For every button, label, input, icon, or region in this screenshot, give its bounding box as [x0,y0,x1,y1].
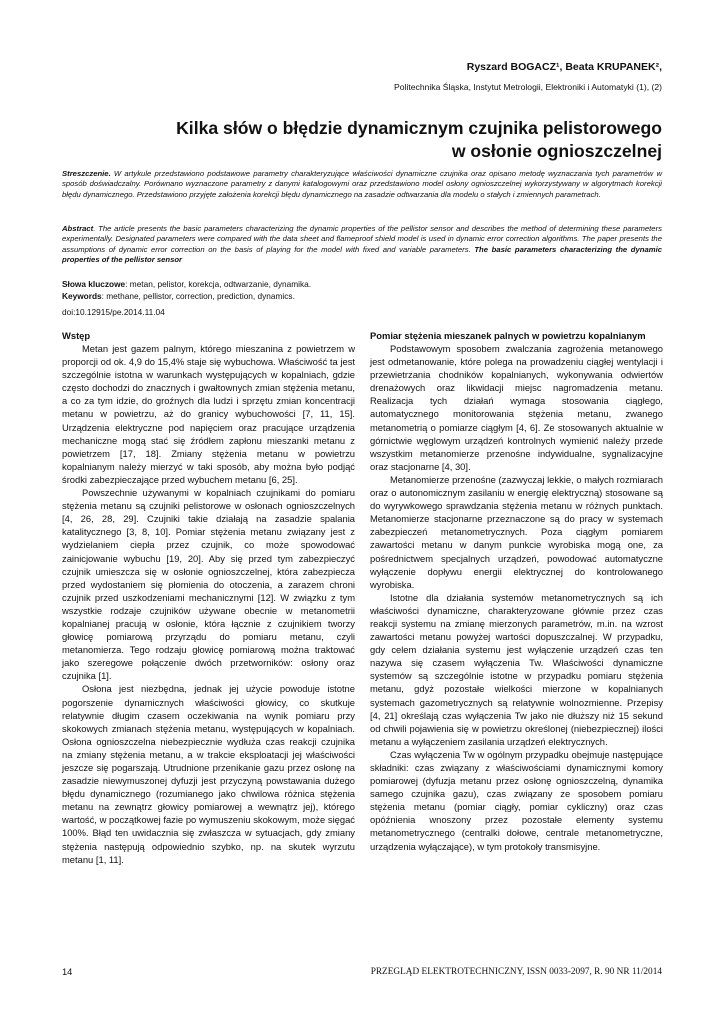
paragraph: Osłona jest niezbędna, jednak jej użycie powoduje istotne pogorszenie dynamicznych właściwości głowicy, co skutkuje relatywnie długim czasem oczekiwania na wynik pomiaru przy skokowych zmianach stężenia metanu, występujących w kopalniach. Osłona ognioszczelna niebezpiecznie wydłuża czas reakcji czujnika na zmiany stężenia metanu, a w trakcie eksploatacji jej właściwości jeszcze się pogarszają. Utrudnione przenikanie gazu przez osłonę na zasadzie niewymuszonej dyfuzji jest przyczyną powstawania dużego błędu dynamicznego (rozumianego jako chwilowa różnica stężenia metanu na zewnątrz głowicy pomiarowej a wewnątrz jej), którego wartość, w początkowej fazie po wymuszeniu skokowym, może sięgać 100%. Błąd ten uwidacznia się zwłaszcza w sytuacjach, gdy zmiany stężenia następują odpowiednio szybko, np. na skutek wyrzutu metanu [1, 11]. [62,683,355,865]
paragraph: Istotne dla działania systemów metanometrycznych są ich właściwości dynamiczne, charakteryzowane głównie przez czas reakcji systemu na zmianę mierzonych parametrów, m.in. na wzrost zawartości metanu powyżej wartości dopuszczalnej. W przypadku, gdy celem działania systemu jest wyłączenie urządzeń czas ten nazywa się czasem wyłączenia Tw. Właściwości dynamiczne systemów są szczególnie istotne w przypadku pomiaru stężenia metanu, gdyż pozostałe wielkości mierzone w kopalnianych systemach gazometrycznych są relatywnie wolnozmienne. Przepisy [4, 21] określają czas wyłączenia Tw jako nie dłuższy niż 15 sekund od chwili pojawienia się w powietrzu określonej (niebezpiecznej) ilości metanu a wyłączeniem zasilania urządzeń elektrycznych. [370,591,663,747]
abstract-pl [62,169,662,200]
keywords-en-text: : methane, pellistor, correction, prediction, dynamics. [101,291,295,301]
authors: Ryszard BOGACZ¹, Beata KRUPANEK², [466,61,662,73]
keywords-pl [62,278,662,290]
abstract-en-label: Abstract [62,224,94,233]
keywords [62,278,662,302]
paragraph: Metanomierze przenośne (zazwyczaj lekkie, o małych rozmiarach oraz o autonomicznym zasilaniu w energię elektryczną) stosowane są do wyrywkowego sprawdzania stężenia metanu w różnych punktach. Metanomierze stacjonarne przeznaczone są do pracy w systemach zabezpieczeń metanometrycznych. Poza ciągłym pomiarem zawartości metanu w danym punkcie wyrobiska mogą one, za pośrednictwem specjalnych urządzeń, powodować automatyczne wyłączenie dopływu energii elektrycznej do kontrolowanego wyrobiska. [370,473,663,590]
keywords-pl-label: Słowa kluczowe [62,279,126,289]
abstract-pl-text: W artykule przedstawiono podstawowe parametry charakteryzujące właściwości dynamiczne czujnika oraz opisano metodę wyznaczania tych parametrów w sposób doświadczalny. Porównano wyznaczone parametry z danymi katalogowymi oraz przedstawiono model osłony ognioszczelnej wykorzystywany w algorytmach korekcji błędu dynamicznego. Przedstawiono przyjęte założenia korekcji błędu dynamicznego na zasadzie odtwarzania dla modelu o stałych i zmiennych parametrach. [62,169,662,199]
keywords-pl-text: : metan, pelistor, korekcja, odtwarzanie, dynamika. [125,279,312,289]
section-heading-intro: Wstęp [62,330,91,341]
page-number: 14 [62,967,73,977]
keywords-en [62,290,662,302]
abstract-en-title: The basic parameters characterizing the dynamic properties of the pellistor sensor [62,244,662,264]
abstract-pl-label: Streszczenie. [62,169,111,178]
doi[interactable]: doi:10.12915/pe.2014.11.04 [62,307,165,317]
keywords-en-label: Keywords [62,291,102,301]
abstract-en-text: . The article presents the basic parameters characterizing the dynamic properties of the pellistor sensor and describes the method of determining these parameters experimentally. Designated parameters were compared with the data sheet and flameproof shield model is used in dynamic error correction algorithms. The paper presents the assumptions of dynamic error correction on the basis of playing for the model with fixed and variable parameters. [62,224,662,254]
right-column [370,330,663,853]
left-column [62,330,355,866]
paragraph: Powszechnie używanymi w kopalniach czujnikami do pomiaru stężenia metanu są czujniki pelistorowe w osłonach ognioszczelnych [4, 26, 28, 29]. Czujniki takie działają na zasadzie spalania katalitycznego [3, 8, 10]. Pomiar stężenia metanu związany jest z wydzielaniem ciepła przez czujnik, co może spowodować zainicjowanie wybuchu [19, 20]. Aby się przed tym zabezpieczyć czujnik umieszcza się w osłonie ognioszczelnej, która zabezpiecza przed wydostaniem się płomienia do otoczenia, a zarazem chroni czujnik przed uszkodzeniami mechanicznymi [12]. W związku z tym wszystkie rodzaje czujników używane obecnie w metanometrii kopalnianej pracują w osłonie, która łącznie z czujnikiem tworzy głowicę pomiarową przyrządu do pomiaru metanu, czyli metanomierza. Tego rodzaju głowicę pomiarową można traktować jako szeregowe połączenie dwóch przetworników: osłony oraz czujnika [1]. [62,487,355,682]
paper-title [102,117,662,163]
paragraph: Podstawowym sposobem zwalczania zagrożenia metanowego jest odmetanowanie, które polega na prowadzeniu ciągłej wentylacji i przewietrzania chodników kopalnianych, wykonywania odwiertów drenażowych oraz likwidacji miejsc nagromadzenia metanu. Realizacja tych działań wymaga stosowania ciągłego, automatycznego monitorowania stężenia metanu, zwanego metanometrią o pomiarze ciągłym [4, 6]. Ze stosowanych aktualnie w górnictwie węglowym urządzeń kontrolnych wymienić należy przede wszystkim metanomierze przenośne indywidualne, sygnalizacyjne oraz stacjonarne [4, 30]. [370,343,663,472]
title-line-2: w osłonie ognioszczelnej [451,141,662,161]
section-heading-measurement: Pomiar stężenia mieszanek palnych w powietrzu kopalnianym [370,330,646,341]
paragraph: Czas wyłączenia Tw w ogólnym przypadku obejmuje następujące składniki: czas związany z właściwościami dynamicznymi komory pomiarowej (dyfuzja metanu przez osłonę ognioszczelną, dynamika samego czujnika gazu), czas związany ze sposobem pomiaru stężenia metanu (pomiar ciągły, pomiar cykliczny) oraz czas opóźnienia wnoszony przez pozostałe elementy systemu metanometrycznego (centralki dołowe, centrale metanometryczne, urządzenia wyłączające), w tym protokoły transmisyjne. [370,748,663,852]
abstract-en [62,224,662,265]
affiliation: Politechnika Śląska, Instytut Metrologii, Elektroniki i Automatyki (1), (2) [394,82,662,92]
paragraph: Metan jest gazem palnym, którego mieszanina z powietrzem w proporcji od ok. 4,9 do 15,4% staje się wybuchowa. Właściwość ta jest szczególnie istotna w warunkach występujących w kopalniach, gdzie często dochodzi do znacznych i gwałtownych zmian stężenia metanu, a co za tym idzie, do groźnych dla ludzi i sprzętu zmian koncentracji metanu w powietrzu, aż do granicy wybuchowości [7, 11, 15]. Urządzenia elektryczne pod napięciem oraz pracujące urządzenia mechaniczne mogą stać się źródłem zapłonu mieszanki metanu z powietrzem [17, 18]. Zmiany stężenia metanu w powietrzu kopalnianym należy mierzyć w taki sposób, aby można było podjąć środki zabezpieczające przed wybuchem metanu [6, 25]. [62,343,355,485]
journal-footer: PRZEGLĄD ELEKTROTECHNICZNY, ISSN 0033-2097, R. 90 NR 11/2014 [370,967,662,977]
title-line-1: Kilka słów o błędzie dynamicznym czujnika pelistorowego [176,118,662,138]
